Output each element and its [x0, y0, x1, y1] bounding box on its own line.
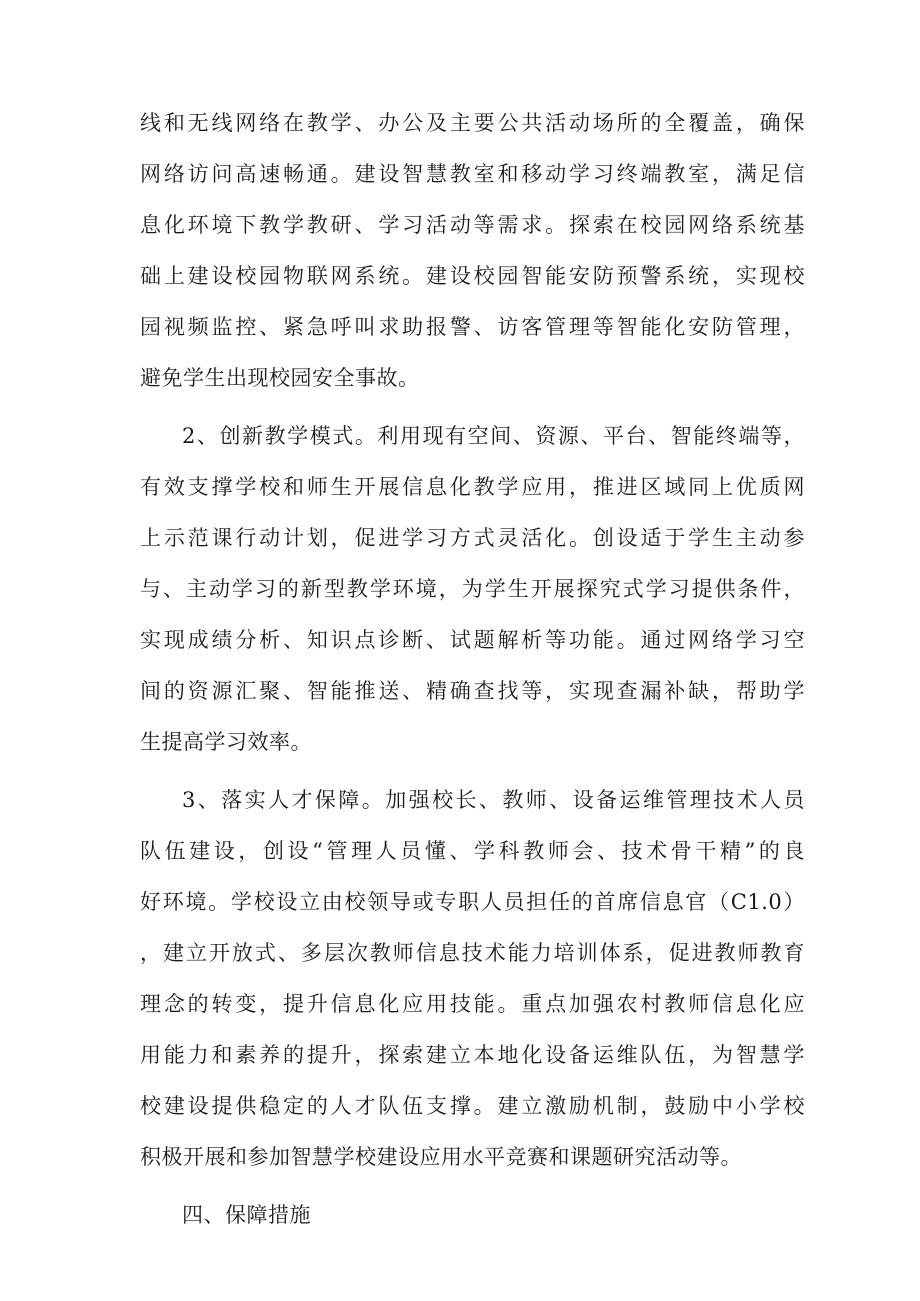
text-line: 理念的转变，提升信息化应用技能。重点加强农村教师信息化应	[140, 992, 805, 1016]
paragraph-network-infrastructure	[140, 98, 805, 404]
text-line: 避免学生出现校园安全事故。	[140, 366, 420, 390]
text-line: 上示范课行动计划，促进学习方式灵活化。创设适于学生主动参	[140, 526, 805, 550]
text-line: 3、落实人才保障。加强校长、教师、设备运维管理技术人员	[182, 788, 805, 812]
document-body	[140, 98, 805, 1241]
text-line: 用能力和素养的提升，探索建立本地化设备运维队伍，为智慧学	[140, 1043, 805, 1067]
text-line: 间的资源汇聚、智能推送、精确查找等，实现查漏补缺，帮助学	[140, 679, 805, 703]
paragraph-teaching-mode	[140, 411, 805, 768]
text-line: 息化环境下教学教研、学习活动等需求。探索在校园网络系统基	[140, 213, 805, 237]
text-line: 好环境。学校设立由校领导或专职人员担任的首席信息官（C1.0）	[140, 890, 805, 914]
text-line: 生提高学习效率。	[140, 730, 312, 754]
text-line: 积极开展和参加智慧学校建设应用水平竞赛和课题研究活动等。	[140, 1145, 742, 1169]
text-line: 队伍建设，创设“管理人员懂、学科教师会、技术骨干精”的良	[140, 839, 805, 863]
text-line: 实现成绩分析、知识点诊断、试题解析等功能。通过网络学习空	[140, 628, 805, 652]
paragraph-talent-guarantee	[140, 775, 805, 1183]
text-line: 网络访问高速畅通。建设智慧教室和移动学习终端教室，满足信	[140, 162, 805, 186]
section-heading: 四、保障措施	[182, 1203, 311, 1227]
text-line: 校建设提供稳定的人才队伍支撑。建立激励机制，鼓励中小学校	[140, 1094, 805, 1118]
text-line: 线和无线网络在教学、办公及主要公共活动场所的全覆盖，确保	[140, 111, 805, 135]
text-line: 2、创新教学模式。利用现有空间、资源、平台、智能终端等，	[182, 424, 805, 448]
text-line: 园视频监控、紧急呼叫求助报警、访客管理等智能化安防管理，	[140, 315, 805, 339]
text-line: 与、主动学习的新型教学环境，为学生开展探究式学习提供条件，	[140, 577, 805, 601]
text-line: ，建立开放式、多层次教师信息技术能力培训体系，促进教师教育	[140, 941, 805, 965]
text-line: 有效支撑学校和师生开展信息化教学应用，推进区域同上优质网	[140, 475, 805, 499]
text-line: 础上建设校园物联网系统。建设校园智能安防预警系统，实现校	[140, 264, 805, 288]
